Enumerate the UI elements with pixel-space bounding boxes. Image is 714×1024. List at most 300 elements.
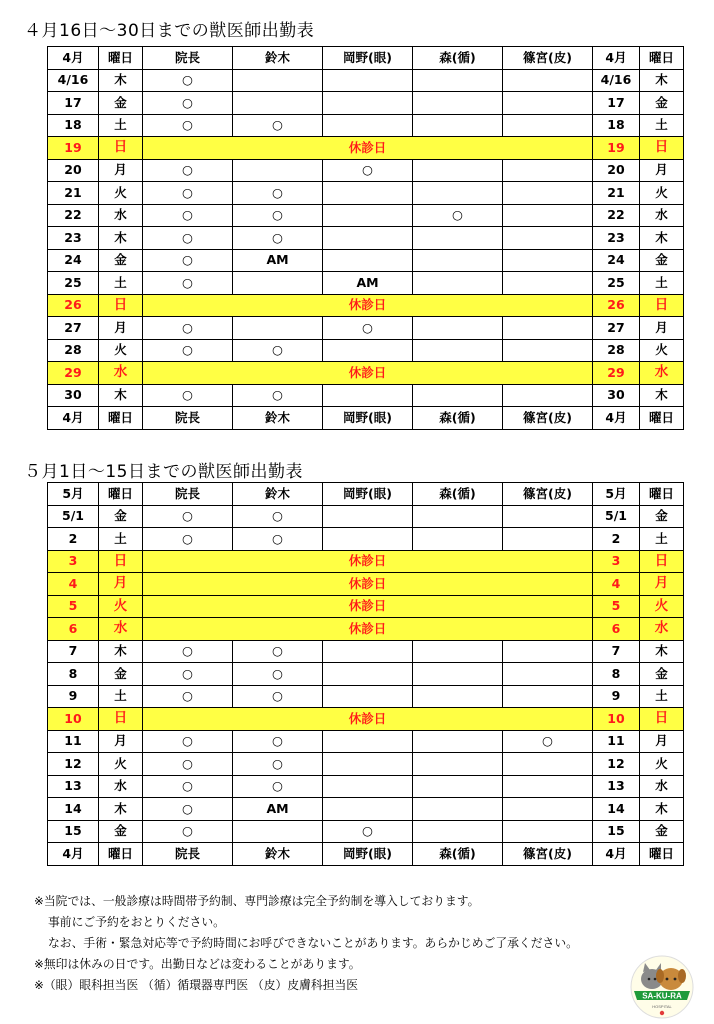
- date-cell: 20: [48, 159, 99, 182]
- closed-label: 休診日: [143, 573, 593, 596]
- date-cell: 28: [593, 339, 640, 362]
- date-cell: 7: [48, 640, 99, 663]
- holiday-row: [48, 618, 684, 641]
- duty-cell: [233, 317, 323, 340]
- duty-cell: ○: [143, 249, 233, 272]
- date-cell: 5: [48, 595, 99, 618]
- date-cell: 3: [593, 550, 640, 573]
- weekday-cell: 日: [99, 294, 143, 317]
- duty-cell: [233, 820, 323, 843]
- closed-label: 休診日: [143, 550, 593, 573]
- date-cell: 15: [593, 820, 640, 843]
- duty-cell: [413, 317, 503, 340]
- table-row: [48, 730, 684, 753]
- duty-cell: [413, 272, 503, 295]
- weekday-cell: 火: [99, 595, 143, 618]
- column-header: 曜日: [640, 843, 684, 866]
- duty-cell: [413, 753, 503, 776]
- date-cell: 25: [48, 272, 99, 295]
- date-cell: 15: [48, 820, 99, 843]
- column-header: 岡野(眼): [323, 483, 413, 506]
- weekday-cell: 火: [640, 182, 684, 205]
- duty-cell: [413, 730, 503, 753]
- weekday-cell: 月: [99, 159, 143, 182]
- date-cell: 23: [48, 227, 99, 250]
- duty-cell: ○: [143, 685, 233, 708]
- weekday-cell: 水: [99, 775, 143, 798]
- weekday-cell: 金: [99, 663, 143, 686]
- column-header: 4月: [593, 47, 640, 70]
- date-cell: 24: [593, 249, 640, 272]
- duty-cell: ○: [233, 505, 323, 528]
- table-row: [48, 753, 684, 776]
- duty-cell: [503, 528, 593, 551]
- date-cell: 3: [48, 550, 99, 573]
- column-header: 5月: [593, 483, 640, 506]
- column-header: 岡野(眼): [323, 407, 413, 430]
- table-row: [48, 92, 684, 115]
- duty-cell: ○: [233, 227, 323, 250]
- duty-cell: [413, 114, 503, 137]
- weekday-cell: 土: [99, 272, 143, 295]
- weekday-cell: 火: [640, 595, 684, 618]
- date-cell: 12: [593, 753, 640, 776]
- column-header: 森(循): [413, 407, 503, 430]
- duty-cell: [503, 640, 593, 663]
- weekday-cell: 金: [640, 820, 684, 843]
- duty-cell: ○: [233, 775, 323, 798]
- weekday-cell: 木: [99, 69, 143, 92]
- duty-cell: ○: [143, 92, 233, 115]
- duty-cell: ○: [323, 820, 413, 843]
- date-cell: 12: [48, 753, 99, 776]
- date-cell: 25: [593, 272, 640, 295]
- weekday-cell: 日: [99, 550, 143, 573]
- duty-cell: ○: [143, 204, 233, 227]
- duty-cell: [323, 92, 413, 115]
- duty-cell: [413, 505, 503, 528]
- duty-cell: [503, 317, 593, 340]
- date-cell: 29: [593, 362, 640, 385]
- duty-cell: [503, 249, 593, 272]
- table-row: [48, 798, 684, 821]
- date-cell: 18: [48, 114, 99, 137]
- column-header: 曜日: [99, 843, 143, 866]
- closed-label: 休診日: [143, 294, 593, 317]
- hospital-logo: [630, 955, 694, 1019]
- date-cell: 23: [593, 227, 640, 250]
- weekday-cell: 水: [99, 204, 143, 227]
- weekday-cell: 土: [99, 528, 143, 551]
- column-header: 鈴木: [233, 843, 323, 866]
- duty-cell: [413, 528, 503, 551]
- holiday-row: [48, 708, 684, 731]
- duty-cell: ○: [233, 730, 323, 753]
- column-header: 4月: [593, 843, 640, 866]
- schedule-table-april: [47, 46, 684, 430]
- duty-cell: [503, 272, 593, 295]
- duty-cell: ○: [233, 640, 323, 663]
- date-cell: 27: [48, 317, 99, 340]
- weekday-cell: 金: [640, 249, 684, 272]
- date-cell: 5/1: [48, 505, 99, 528]
- date-cell: 5: [593, 595, 640, 618]
- date-cell: 7: [593, 640, 640, 663]
- table-row: [48, 685, 684, 708]
- weekday-cell: 火: [99, 753, 143, 776]
- header-row: [48, 843, 684, 866]
- duty-cell: [503, 204, 593, 227]
- closed-label: 休診日: [143, 595, 593, 618]
- weekday-cell: 日: [99, 137, 143, 160]
- weekday-cell: 土: [99, 685, 143, 708]
- column-header: 院長: [143, 47, 233, 70]
- duty-cell: [503, 182, 593, 205]
- column-header: 森(循): [413, 47, 503, 70]
- duty-cell: [323, 775, 413, 798]
- weekday-cell: 日: [640, 708, 684, 731]
- duty-cell: [413, 69, 503, 92]
- weekday-cell: 金: [640, 92, 684, 115]
- weekday-cell: 木: [99, 227, 143, 250]
- table-row: [48, 69, 684, 92]
- table-row: [48, 114, 684, 137]
- duty-cell: AM: [233, 798, 323, 821]
- date-cell: 21: [593, 182, 640, 205]
- duty-cell: [503, 114, 593, 137]
- header-row: [48, 47, 684, 70]
- duty-cell: [323, 249, 413, 272]
- duty-cell: [413, 92, 503, 115]
- holiday-row: [48, 595, 684, 618]
- date-cell: 9: [48, 685, 99, 708]
- date-cell: 19: [593, 137, 640, 160]
- date-cell: 17: [48, 92, 99, 115]
- column-header: 篠宮(皮): [503, 843, 593, 866]
- duty-cell: [413, 685, 503, 708]
- closed-label: 休診日: [143, 618, 593, 641]
- duty-cell: [323, 384, 413, 407]
- weekday-cell: 水: [99, 618, 143, 641]
- weekday-cell: 金: [99, 249, 143, 272]
- date-cell: 8: [593, 663, 640, 686]
- table-row: [48, 505, 684, 528]
- weekday-cell: 土: [640, 272, 684, 295]
- date-cell: 9: [593, 685, 640, 708]
- date-cell: 30: [593, 384, 640, 407]
- header-row: [48, 483, 684, 506]
- weekday-cell: 木: [640, 798, 684, 821]
- weekday-cell: 水: [640, 362, 684, 385]
- duty-cell: ○: [143, 640, 233, 663]
- duty-cell: ○: [143, 339, 233, 362]
- date-cell: 17: [593, 92, 640, 115]
- holiday-row: [48, 137, 684, 160]
- weekday-cell: 金: [99, 820, 143, 843]
- duty-cell: AM: [323, 272, 413, 295]
- column-header: 曜日: [99, 47, 143, 70]
- column-header: 森(循): [413, 483, 503, 506]
- duty-cell: ○: [233, 384, 323, 407]
- duty-cell: [503, 820, 593, 843]
- table-row: [48, 159, 684, 182]
- duty-cell: [503, 339, 593, 362]
- date-cell: 13: [593, 775, 640, 798]
- date-cell: 11: [48, 730, 99, 753]
- column-header: 5月: [48, 483, 99, 506]
- date-cell: 22: [48, 204, 99, 227]
- duty-cell: [323, 505, 413, 528]
- weekday-cell: 月: [99, 573, 143, 596]
- table-row: [48, 339, 684, 362]
- column-header: 岡野(眼): [323, 843, 413, 866]
- weekday-cell: 水: [640, 204, 684, 227]
- date-cell: 2: [48, 528, 99, 551]
- weekday-cell: 火: [640, 339, 684, 362]
- column-header: 篠宮(皮): [503, 483, 593, 506]
- note-line: なお、手術・緊急対応等で予約時間にお呼びできないことがあります。あらかじめご了承ください。: [48, 936, 578, 950]
- table-row: [48, 227, 684, 250]
- duty-cell: ○: [413, 204, 503, 227]
- duty-cell: [233, 69, 323, 92]
- duty-cell: ○: [143, 528, 233, 551]
- table-row: [48, 317, 684, 340]
- schedule-table-may: [47, 482, 684, 866]
- column-header: 篠宮(皮): [503, 407, 593, 430]
- note-line: ※（眼）眼科担当医 （循）循環器専門医 （皮）皮膚科担当医: [34, 978, 359, 992]
- duty-cell: ○: [143, 820, 233, 843]
- date-cell: 4/16: [593, 69, 640, 92]
- duty-cell: ○: [143, 69, 233, 92]
- notes: [34, 891, 578, 996]
- weekday-cell: 水: [640, 618, 684, 641]
- date-cell: 26: [48, 294, 99, 317]
- duty-cell: AM: [233, 249, 323, 272]
- date-cell: 27: [593, 317, 640, 340]
- holiday-row: [48, 573, 684, 596]
- duty-cell: ○: [233, 114, 323, 137]
- weekday-cell: 木: [640, 384, 684, 407]
- duty-cell: [503, 798, 593, 821]
- duty-cell: ○: [143, 775, 233, 798]
- weekday-cell: 木: [99, 384, 143, 407]
- column-header: 4月: [48, 47, 99, 70]
- weekday-cell: 木: [640, 640, 684, 663]
- weekday-cell: 月: [640, 159, 684, 182]
- weekday-cell: 日: [99, 708, 143, 731]
- column-header: 曜日: [640, 483, 684, 506]
- closed-label: 休診日: [143, 137, 593, 160]
- date-cell: 28: [48, 339, 99, 362]
- duty-cell: [413, 820, 503, 843]
- weekday-cell: 日: [640, 294, 684, 317]
- weekday-cell: 土: [99, 114, 143, 137]
- duty-cell: ○: [503, 730, 593, 753]
- duty-cell: ○: [143, 159, 233, 182]
- duty-cell: [323, 339, 413, 362]
- svg-text:HOSPITAL: HOSPITAL: [652, 1004, 672, 1009]
- duty-cell: ○: [143, 317, 233, 340]
- column-header: 岡野(眼): [323, 47, 413, 70]
- table-row: [48, 272, 684, 295]
- duty-cell: [503, 505, 593, 528]
- duty-cell: [413, 227, 503, 250]
- duty-cell: [503, 753, 593, 776]
- duty-cell: ○: [233, 753, 323, 776]
- table-row: [48, 663, 684, 686]
- date-cell: 21: [48, 182, 99, 205]
- weekday-cell: 火: [640, 753, 684, 776]
- duty-cell: [323, 753, 413, 776]
- weekday-cell: 金: [640, 663, 684, 686]
- duty-cell: ○: [323, 317, 413, 340]
- date-cell: 8: [48, 663, 99, 686]
- date-cell: 20: [593, 159, 640, 182]
- duty-cell: [503, 69, 593, 92]
- date-cell: 24: [48, 249, 99, 272]
- duty-cell: [503, 685, 593, 708]
- duty-cell: [413, 798, 503, 821]
- duty-cell: [323, 640, 413, 663]
- closed-label: 休診日: [143, 708, 593, 731]
- weekday-cell: 火: [99, 182, 143, 205]
- duty-cell: [503, 227, 593, 250]
- duty-cell: [323, 528, 413, 551]
- column-header: 4月: [48, 407, 99, 430]
- weekday-cell: 木: [640, 69, 684, 92]
- duty-cell: [323, 204, 413, 227]
- date-cell: 14: [593, 798, 640, 821]
- duty-cell: ○: [233, 182, 323, 205]
- duty-cell: ○: [233, 339, 323, 362]
- duty-cell: ○: [143, 182, 233, 205]
- duty-cell: ○: [143, 798, 233, 821]
- note-line: ※無印は休みの日です。出勤日などは変わることがあります。: [34, 957, 361, 971]
- duty-cell: [233, 159, 323, 182]
- title-may: ５月1日〜15日までの獣医師出勤表: [24, 462, 303, 482]
- column-header: 森(循): [413, 843, 503, 866]
- date-cell: 4: [593, 573, 640, 596]
- duty-cell: ○: [233, 663, 323, 686]
- date-cell: 6: [593, 618, 640, 641]
- column-header: 4月: [593, 407, 640, 430]
- table-row: [48, 820, 684, 843]
- weekday-cell: 日: [640, 550, 684, 573]
- duty-cell: [413, 775, 503, 798]
- duty-cell: ○: [143, 730, 233, 753]
- duty-cell: [503, 159, 593, 182]
- duty-cell: [413, 663, 503, 686]
- duty-cell: ○: [143, 505, 233, 528]
- duty-cell: [323, 730, 413, 753]
- column-header: 鈴木: [233, 47, 323, 70]
- weekday-cell: 水: [99, 362, 143, 385]
- table-row: [48, 528, 684, 551]
- date-cell: 6: [48, 618, 99, 641]
- note-line: ※当院では、一般診療は時間帯予約制、専門診療は完全予約制を導入しております。: [34, 894, 480, 908]
- weekday-cell: 火: [99, 339, 143, 362]
- table-row: [48, 775, 684, 798]
- date-cell: 19: [48, 137, 99, 160]
- date-cell: 29: [48, 362, 99, 385]
- weekday-cell: 月: [640, 573, 684, 596]
- duty-cell: [413, 159, 503, 182]
- duty-cell: ○: [143, 753, 233, 776]
- table-row: [48, 182, 684, 205]
- column-header: 鈴木: [233, 407, 323, 430]
- table-row: [48, 249, 684, 272]
- date-cell: 10: [48, 708, 99, 731]
- duty-cell: [413, 339, 503, 362]
- note-line: 事前にご予約をおとりください。: [48, 915, 225, 929]
- duty-cell: ○: [233, 685, 323, 708]
- weekday-cell: 木: [99, 640, 143, 663]
- duty-cell: [413, 384, 503, 407]
- weekday-cell: 土: [640, 685, 684, 708]
- column-header: 曜日: [640, 47, 684, 70]
- duty-cell: ○: [143, 663, 233, 686]
- weekday-cell: 金: [99, 92, 143, 115]
- duty-cell: ○: [233, 204, 323, 227]
- date-cell: 2: [593, 528, 640, 551]
- date-cell: 11: [593, 730, 640, 753]
- column-header: 院長: [143, 407, 233, 430]
- holiday-row: [48, 294, 684, 317]
- duty-cell: ○: [143, 114, 233, 137]
- date-cell: 18: [593, 114, 640, 137]
- date-cell: 14: [48, 798, 99, 821]
- weekday-cell: 月: [640, 317, 684, 340]
- weekday-cell: 水: [640, 775, 684, 798]
- duty-cell: [503, 775, 593, 798]
- duty-cell: ○: [143, 272, 233, 295]
- duty-cell: [323, 685, 413, 708]
- weekday-cell: 月: [99, 317, 143, 340]
- duty-cell: [323, 114, 413, 137]
- date-cell: 10: [593, 708, 640, 731]
- duty-cell: [413, 640, 503, 663]
- duty-cell: ○: [143, 227, 233, 250]
- holiday-row: [48, 550, 684, 573]
- duty-cell: ○: [233, 528, 323, 551]
- closed-label: 休診日: [143, 362, 593, 385]
- duty-cell: [413, 182, 503, 205]
- table-row: [48, 384, 684, 407]
- duty-cell: [323, 227, 413, 250]
- header-row: [48, 407, 684, 430]
- title-april: ４月16日〜30日までの獣医師出勤表: [24, 21, 315, 41]
- duty-cell: [323, 69, 413, 92]
- weekday-cell: 土: [640, 114, 684, 137]
- weekday-cell: 木: [640, 227, 684, 250]
- duty-cell: [503, 384, 593, 407]
- table-row: [48, 640, 684, 663]
- date-cell: 4/16: [48, 69, 99, 92]
- column-header: 篠宮(皮): [503, 47, 593, 70]
- column-header: 院長: [143, 483, 233, 506]
- table-row: [48, 204, 684, 227]
- column-header: 院長: [143, 843, 233, 866]
- weekday-cell: 金: [99, 505, 143, 528]
- date-cell: 4: [48, 573, 99, 596]
- weekday-cell: 金: [640, 505, 684, 528]
- weekday-cell: 土: [640, 528, 684, 551]
- weekday-cell: 月: [640, 730, 684, 753]
- duty-cell: [233, 272, 323, 295]
- svg-text:SA-KU-RA: SA-KU-RA: [642, 991, 682, 1001]
- weekday-cell: 日: [640, 137, 684, 160]
- duty-cell: [503, 663, 593, 686]
